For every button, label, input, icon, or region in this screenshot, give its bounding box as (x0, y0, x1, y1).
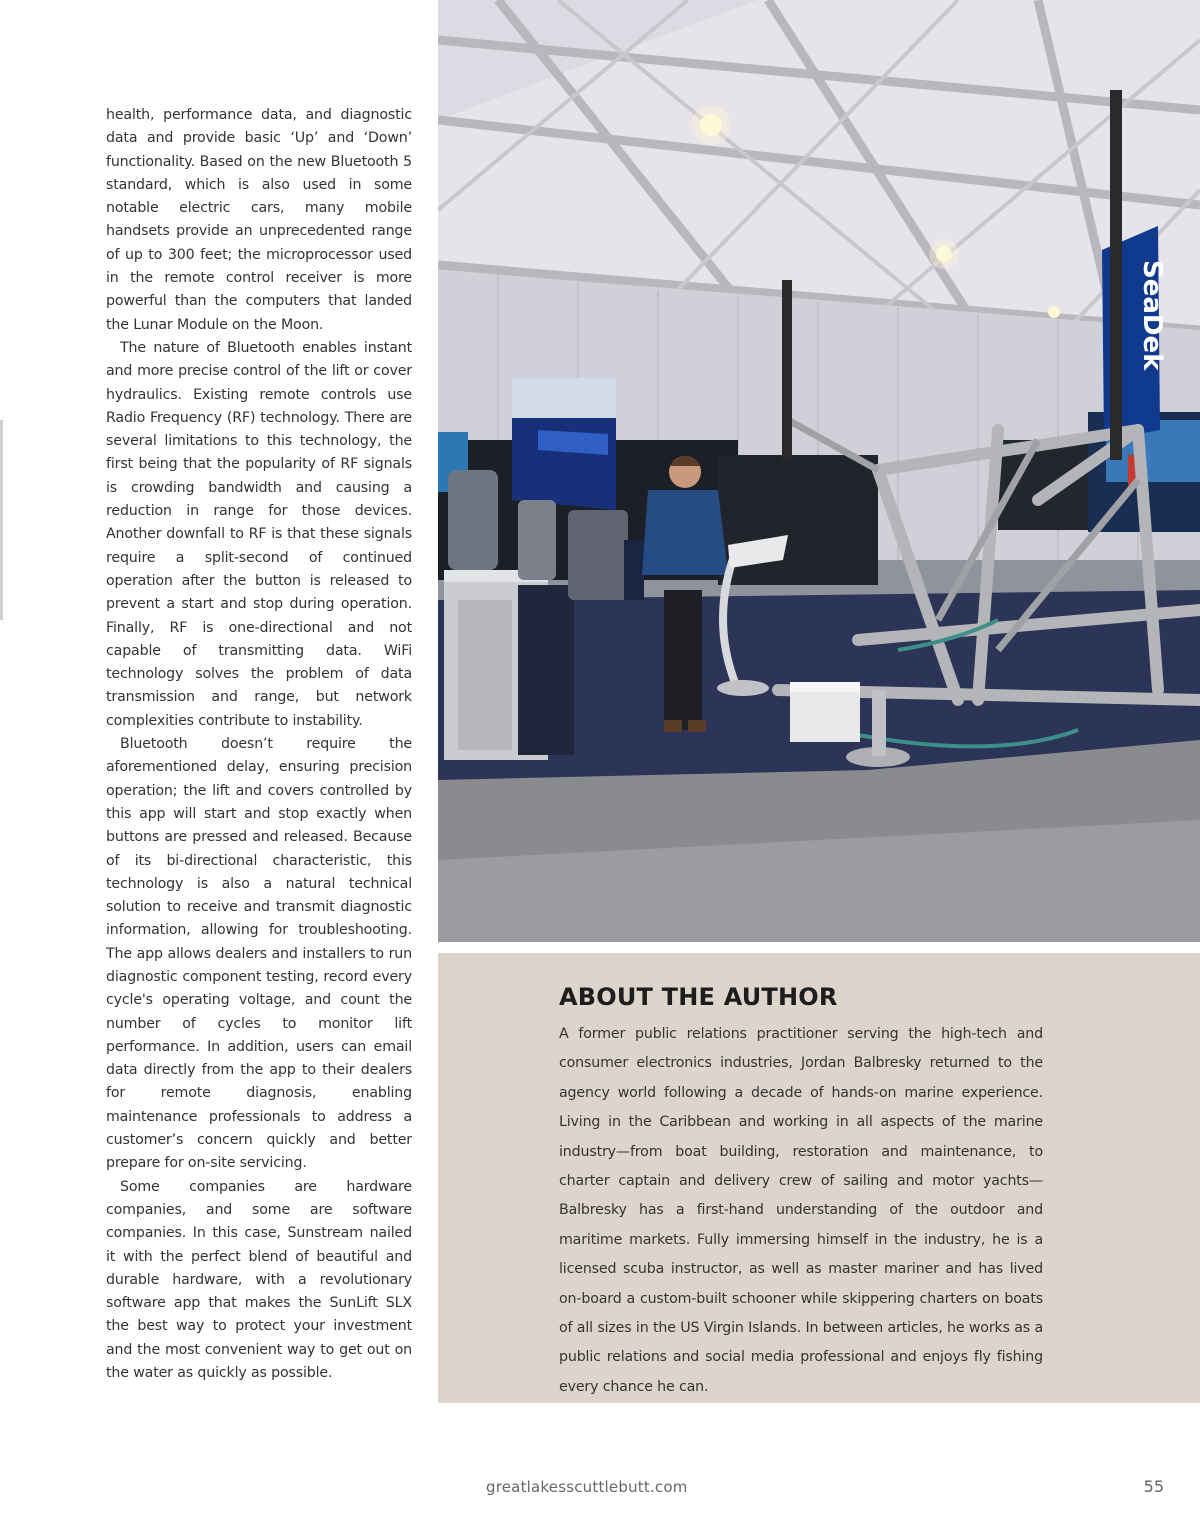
about-author-heading: ABOUT THE AUTHOR (559, 983, 838, 1011)
article-paragraph-2: The nature of Bluetooth enables instant and more precise control of the lift or cover hydraulics. Existing remote controls use Radio Frequency (RF) technology. There are several limitations to this technology, the first being that the popularity of RF signals is crowding bandwidth and causing a reduction in range for those devices. Another downfall to RF is that these signals require a split-second of continued operation after the button is released to prevent a start and stop during operation. Finally, RF is one-directional and not capable of transmitting data. WiFi technology solves the problem of data transmission and range, but network complexities contribute to instability. (106, 339, 412, 729)
article-paragraph-3: Bluetooth doesn’t require the aforementioned delay, ensuring precision operation; the lift and covers controlled by this app will start and stop exactly when buttons are pressed and released. Because of its bi-directional characteristic, this technology is also a natural technical solution to receive and transmit diagnostic information, allowing for troubleshooting. The app allows dealers and installers to run diagnostic component testing, record every cycle's operating voltage, and count the number of cycles to monitor lift performance. In addition, users can email data directly from the app to their dealers for remote diagnosis, enabling maintenance professionals to address a customer’s concern quickly and better prepare for on-site servicing. (106, 736, 412, 1172)
article-paragraph-4: Some companies are hardware companies, and some are software companies. In this case, Sunstream nailed it with the perfect blend of beautiful and durable hardware, with a revolutionary software app that makes the SunLift SLX the best way to protect your investment and the most convenient way to get out on the water as quickly as possible. (106, 1178, 412, 1382)
article-column (106, 104, 412, 1385)
page-edge-shadow (0, 420, 3, 620)
page-number: 55 (1143, 1477, 1164, 1496)
footer-website: greatlakesscuttlebutt.com (486, 1478, 688, 1496)
boat-show-photo (438, 0, 1200, 942)
article-paragraph-1: health, performance data, and diagnostic data and provide basic ‘Up’ and ‘Down’ functionality. Based on the new Bluetooth 5 standard, which is also used in some notable electric cars, many mobile handsets provide an unprecedented range of up to 300 feet; the microprocessor used in the remote control receiver is more powerful than the computers that landed the Lunar Module on the Moon. (106, 107, 412, 333)
about-author-bio: A former public relations practitioner serving the high-tech and consumer electronics industries, Jordan Balbresky returned to the agency world following a decade of hands-on marine experience. Living in the Caribbean and working in all aspects of the marine industry—from boat building, restoration and maintenance, to charter captain and delivery crew of sailing and motor yachts—Balbresky has a first-hand understanding of the outdoor and maritime markets. Fully immersing himself in the industry, he is a licensed scuba instructor, as well as master mariner and has lived on-board a custom-built schooner while skippering charters on boats of all sizes in the US Virgin Islands. In between articles, he works as a public relations and social media professional and enjoys fly fishing every chance he can. (559, 1026, 1043, 1395)
about-author-box (438, 953, 1200, 1403)
seadek-banner-text: SeaDek (1137, 260, 1167, 371)
